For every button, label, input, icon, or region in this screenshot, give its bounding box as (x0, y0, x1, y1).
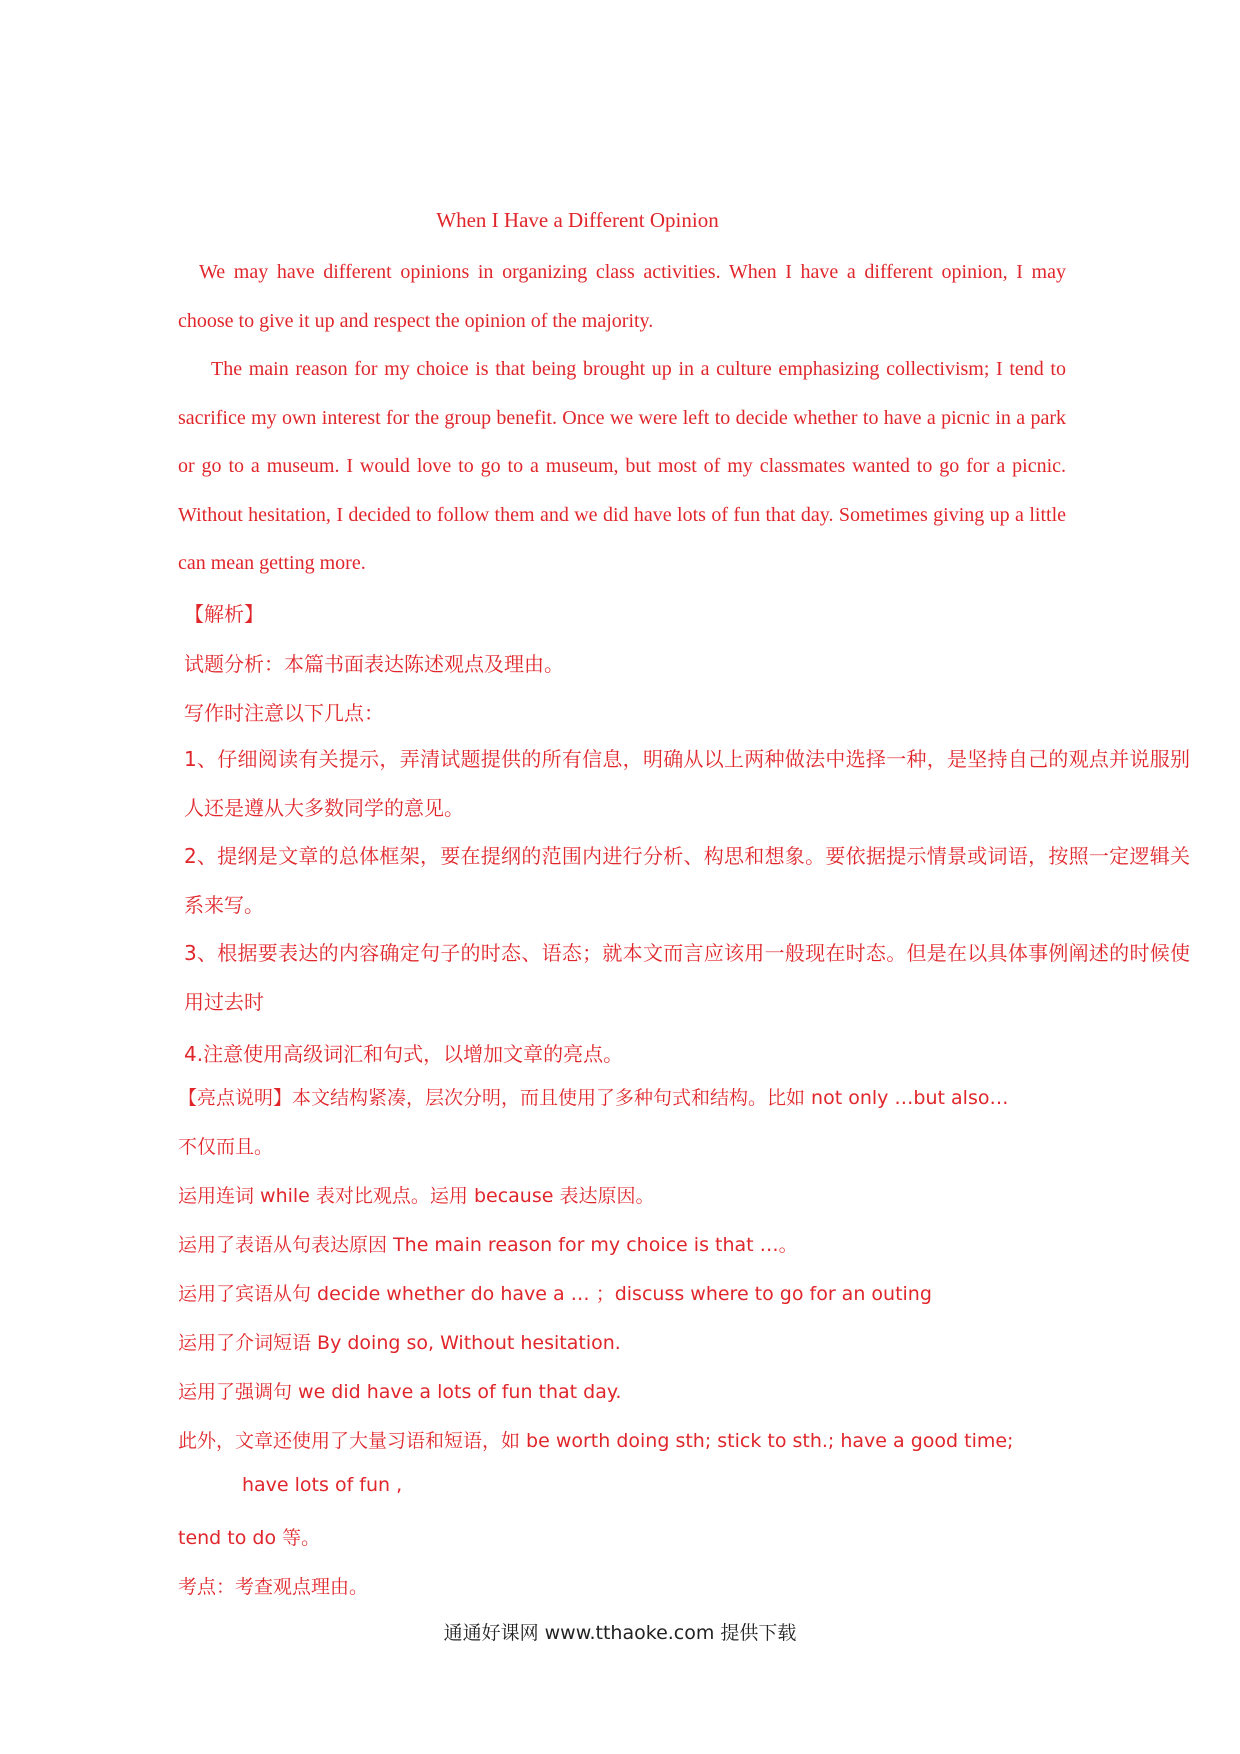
highlights-line-5: 运用了宾语从句 decide whether do have a … ；discuss where to go for an outing (178, 1283, 932, 1305)
analysis-line-1: 试题分析：本篇书面表达陈述观点及理由。 (184, 652, 564, 676)
highlights-line-1: 【亮点说明】本文结构紧凑，层次分明，而且使用了多种句式和结构。比如 not only …but also… (178, 1087, 1009, 1109)
highlights-line-4: 运用了表语从句表达原因 The main reason for my choice is that …。 (178, 1234, 798, 1256)
analysis-point-2: 2、提纲是文章的总体框架，要在提纲的范围内进行分析、构思和想象。要依据提示情景或词语，按照一定逻辑关系来写。 (184, 844, 1190, 917)
highlights-line-9: have lots of fun , (242, 1474, 403, 1496)
exam-point: 考点：考查观点理由。 (178, 1576, 369, 1598)
highlights-line-2: 不仅而且。 (178, 1136, 274, 1158)
highlights-line-8: 此外，文章还使用了大量习语和短语，如 be worth doing sth; stick to sth.; have a good time; (178, 1430, 1014, 1452)
footer-source: 通通好课网 www.tthaoke.com 提供下载 (443, 1622, 797, 1644)
highlights-line-7: 运用了强调句 we did have a lots of fun that day. (178, 1381, 622, 1403)
analysis-point-4: 4.注意使用高级词汇和句式，以增加文章的亮点。 (184, 1042, 624, 1066)
essay-title: When I Have a Different Opinion (436, 208, 719, 232)
highlights-line-3: 运用连词 while 表对比观点。运用 because 表达原因。 (178, 1185, 655, 1207)
highlights-line-10: tend to do 等。 (178, 1527, 321, 1549)
analysis-line-2: 写作时注意以下几点： (184, 701, 384, 725)
highlights-line-6: 运用了介词短语 By doing so, Without hesitation. (178, 1332, 621, 1354)
essay-paragraph-1: We may have different opinions in organizing class activities. When I have a different opinion, I may choose to give it up and respect the opinion of the majority. (178, 261, 1066, 332)
essay-paragraph-2: The main reason for my choice is that being brought up in a culture emphasizing collectivism; I tend to sacrifice my own interest for the group benefit. Once we were left to decide whether to have a picnic in a park or go to a museum. I would love to go to a museum, but most of my classmates wanted to go for a picnic. Without hesitation, I decided to follow them and we did have lots of fun that day. Sometimes giving up a little can mean getting more. (178, 358, 1066, 574)
analysis-point-1: 1、仔细阅读有关提示，弄清试题提供的所有信息，明确从以上两种做法中选择一种，是坚持自己的观点并说服别人还是遵从大多数同学的意见。 (184, 747, 1190, 820)
analysis-heading: 【解析】 (184, 602, 264, 626)
analysis-point-3: 3、根据要表达的内容确定句子的时态、语态；就本文而言应该用一般现在时态。但是在以具体事例阐述的时候使用过去时 (184, 941, 1190, 1014)
